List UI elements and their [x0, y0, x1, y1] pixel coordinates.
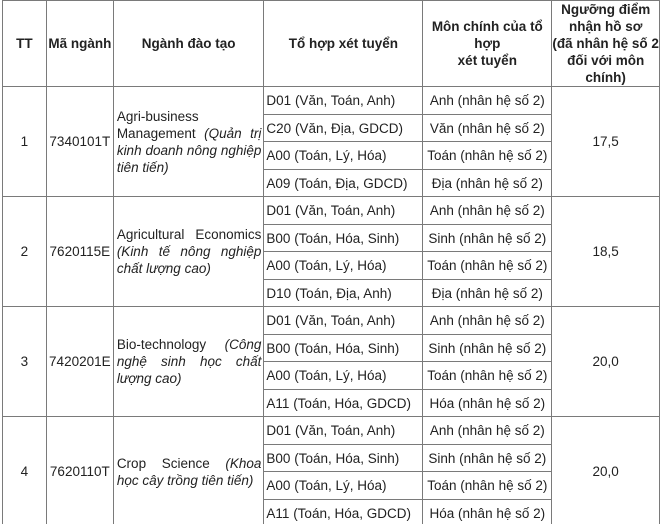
crop-edge	[0, 524, 660, 528]
score-threshold: 18,5	[552, 197, 660, 307]
main-subject: Sinh (nhân hệ số 2)	[423, 445, 552, 472]
score-threshold: 20,0	[552, 307, 660, 417]
header-main-subject-line-1: Môn chính của tổ hợp	[431, 19, 543, 51]
subject-combination: A11 (Toán, Hóa, GDCD)	[264, 500, 423, 527]
subject-combination: A11 (Toán, Hóa, GDCD)	[264, 390, 423, 417]
subject-combination: B00 (Toán, Hóa, Sinh)	[264, 335, 423, 362]
row-number: 2	[3, 197, 47, 307]
program-name-vi: (Công nghệ sinh học chất lượng cao)	[116, 337, 262, 386]
header-threshold	[552, 1, 660, 87]
program-code: 7420201E	[46, 307, 113, 417]
program-name-vi: (Kinh tế nông nghiệp chất lượng cao)	[116, 244, 262, 276]
program-name	[113, 197, 264, 307]
subject-combination: A00 (Toán, Lý, Hóa)	[264, 472, 423, 500]
header-main-subject-line-2: xét tuyển	[457, 53, 517, 68]
header-main-subject	[423, 1, 552, 87]
main-subject: Hóa (nhân hệ số 2)	[423, 500, 552, 527]
header-program: Ngành đào tạo	[113, 1, 264, 87]
score-threshold: 20,0	[552, 417, 660, 527]
header-threshold-line-4: đối với môn chính)	[567, 53, 645, 85]
table-row	[3, 87, 660, 115]
main-subject: Hóa (nhân hệ số 2)	[423, 390, 552, 417]
main-subject: Anh (nhân hệ số 2)	[423, 197, 552, 225]
header-combo: Tổ hợp xét tuyển	[264, 1, 423, 87]
header-threshold-line-3: (đã nhân hệ số 2	[552, 36, 659, 51]
program-name-vi: (Khoa học cây trồng tiên tiến)	[116, 455, 262, 488]
main-subject: Địa (nhân hệ số 2)	[423, 170, 552, 197]
main-subject: Toán (nhân hệ số 2)	[423, 362, 552, 390]
program-name-en: Crop Science	[116, 455, 210, 471]
table-row	[3, 307, 660, 335]
program-code: 7620110T	[46, 417, 113, 527]
row-number: 4	[3, 417, 47, 527]
header-threshold-line-1: Ngưỡng điểm	[561, 2, 651, 17]
subject-combination: A00 (Toán, Lý, Hóa)	[264, 252, 423, 280]
score-threshold: 17,5	[552, 87, 660, 197]
header-row	[3, 1, 660, 87]
row-number: 1	[3, 87, 47, 197]
subject-combination: A09 (Toán, Địa, GDCD)	[264, 170, 423, 197]
header-code: Mã ngành	[46, 1, 113, 87]
main-subject: Anh (nhân hệ số 2)	[423, 417, 552, 445]
main-subject: Anh (nhân hệ số 2)	[423, 87, 552, 115]
program-name-vi: (Quản trị kinh doanh nông nghiệp tiên tiến)	[116, 125, 262, 175]
subject-combination: B00 (Toán, Hóa, Sinh)	[264, 445, 423, 472]
main-subject: Sinh (nhân hệ số 2)	[423, 225, 552, 252]
subject-combination: D10 (Toán, Địa, Anh)	[264, 280, 423, 307]
program-name-en: Agri-business Management	[116, 108, 199, 141]
program-name	[113, 87, 264, 197]
subject-combination: D01 (Văn, Toán, Anh)	[264, 307, 423, 335]
subject-combination: D01 (Văn, Toán, Anh)	[264, 87, 423, 115]
program-name-en: Bio-technology	[116, 337, 207, 352]
main-subject: Toán (nhân hệ số 2)	[423, 252, 552, 280]
program-name	[113, 417, 264, 527]
table-row	[3, 197, 660, 225]
header-tt: TT	[3, 1, 47, 87]
main-subject: Anh (nhân hệ số 2)	[423, 307, 552, 335]
subject-combination: B00 (Toán, Hóa, Sinh)	[264, 225, 423, 252]
main-subject: Sinh (nhân hệ số 2)	[423, 335, 552, 362]
subject-combination: A00 (Toán, Lý, Hóa)	[264, 142, 423, 170]
main-subject: Văn (nhân hệ số 2)	[423, 115, 552, 142]
header-threshold-line-2: nhận hồ sơ	[568, 19, 643, 34]
table-body	[3, 87, 660, 527]
main-subject: Địa (nhân hệ số 2)	[423, 280, 552, 307]
subject-combination: C20 (Văn, Địa, GDCD)	[264, 115, 423, 142]
program-code: 7620115E	[46, 197, 113, 307]
row-number: 3	[3, 307, 47, 417]
main-subject: Toán (nhân hệ số 2)	[423, 472, 552, 500]
subject-combination: D01 (Văn, Toán, Anh)	[264, 417, 423, 445]
table-row	[3, 417, 660, 445]
program-name-en: Agricultural Economics	[116, 227, 262, 242]
admission-table	[2, 0, 660, 527]
subject-combination: A00 (Toán, Lý, Hóa)	[264, 362, 423, 390]
program-name	[113, 307, 264, 417]
program-code: 7340101T	[46, 87, 113, 197]
subject-combination: D01 (Văn, Toán, Anh)	[264, 197, 423, 225]
main-subject: Toán (nhân hệ số 2)	[423, 142, 552, 170]
